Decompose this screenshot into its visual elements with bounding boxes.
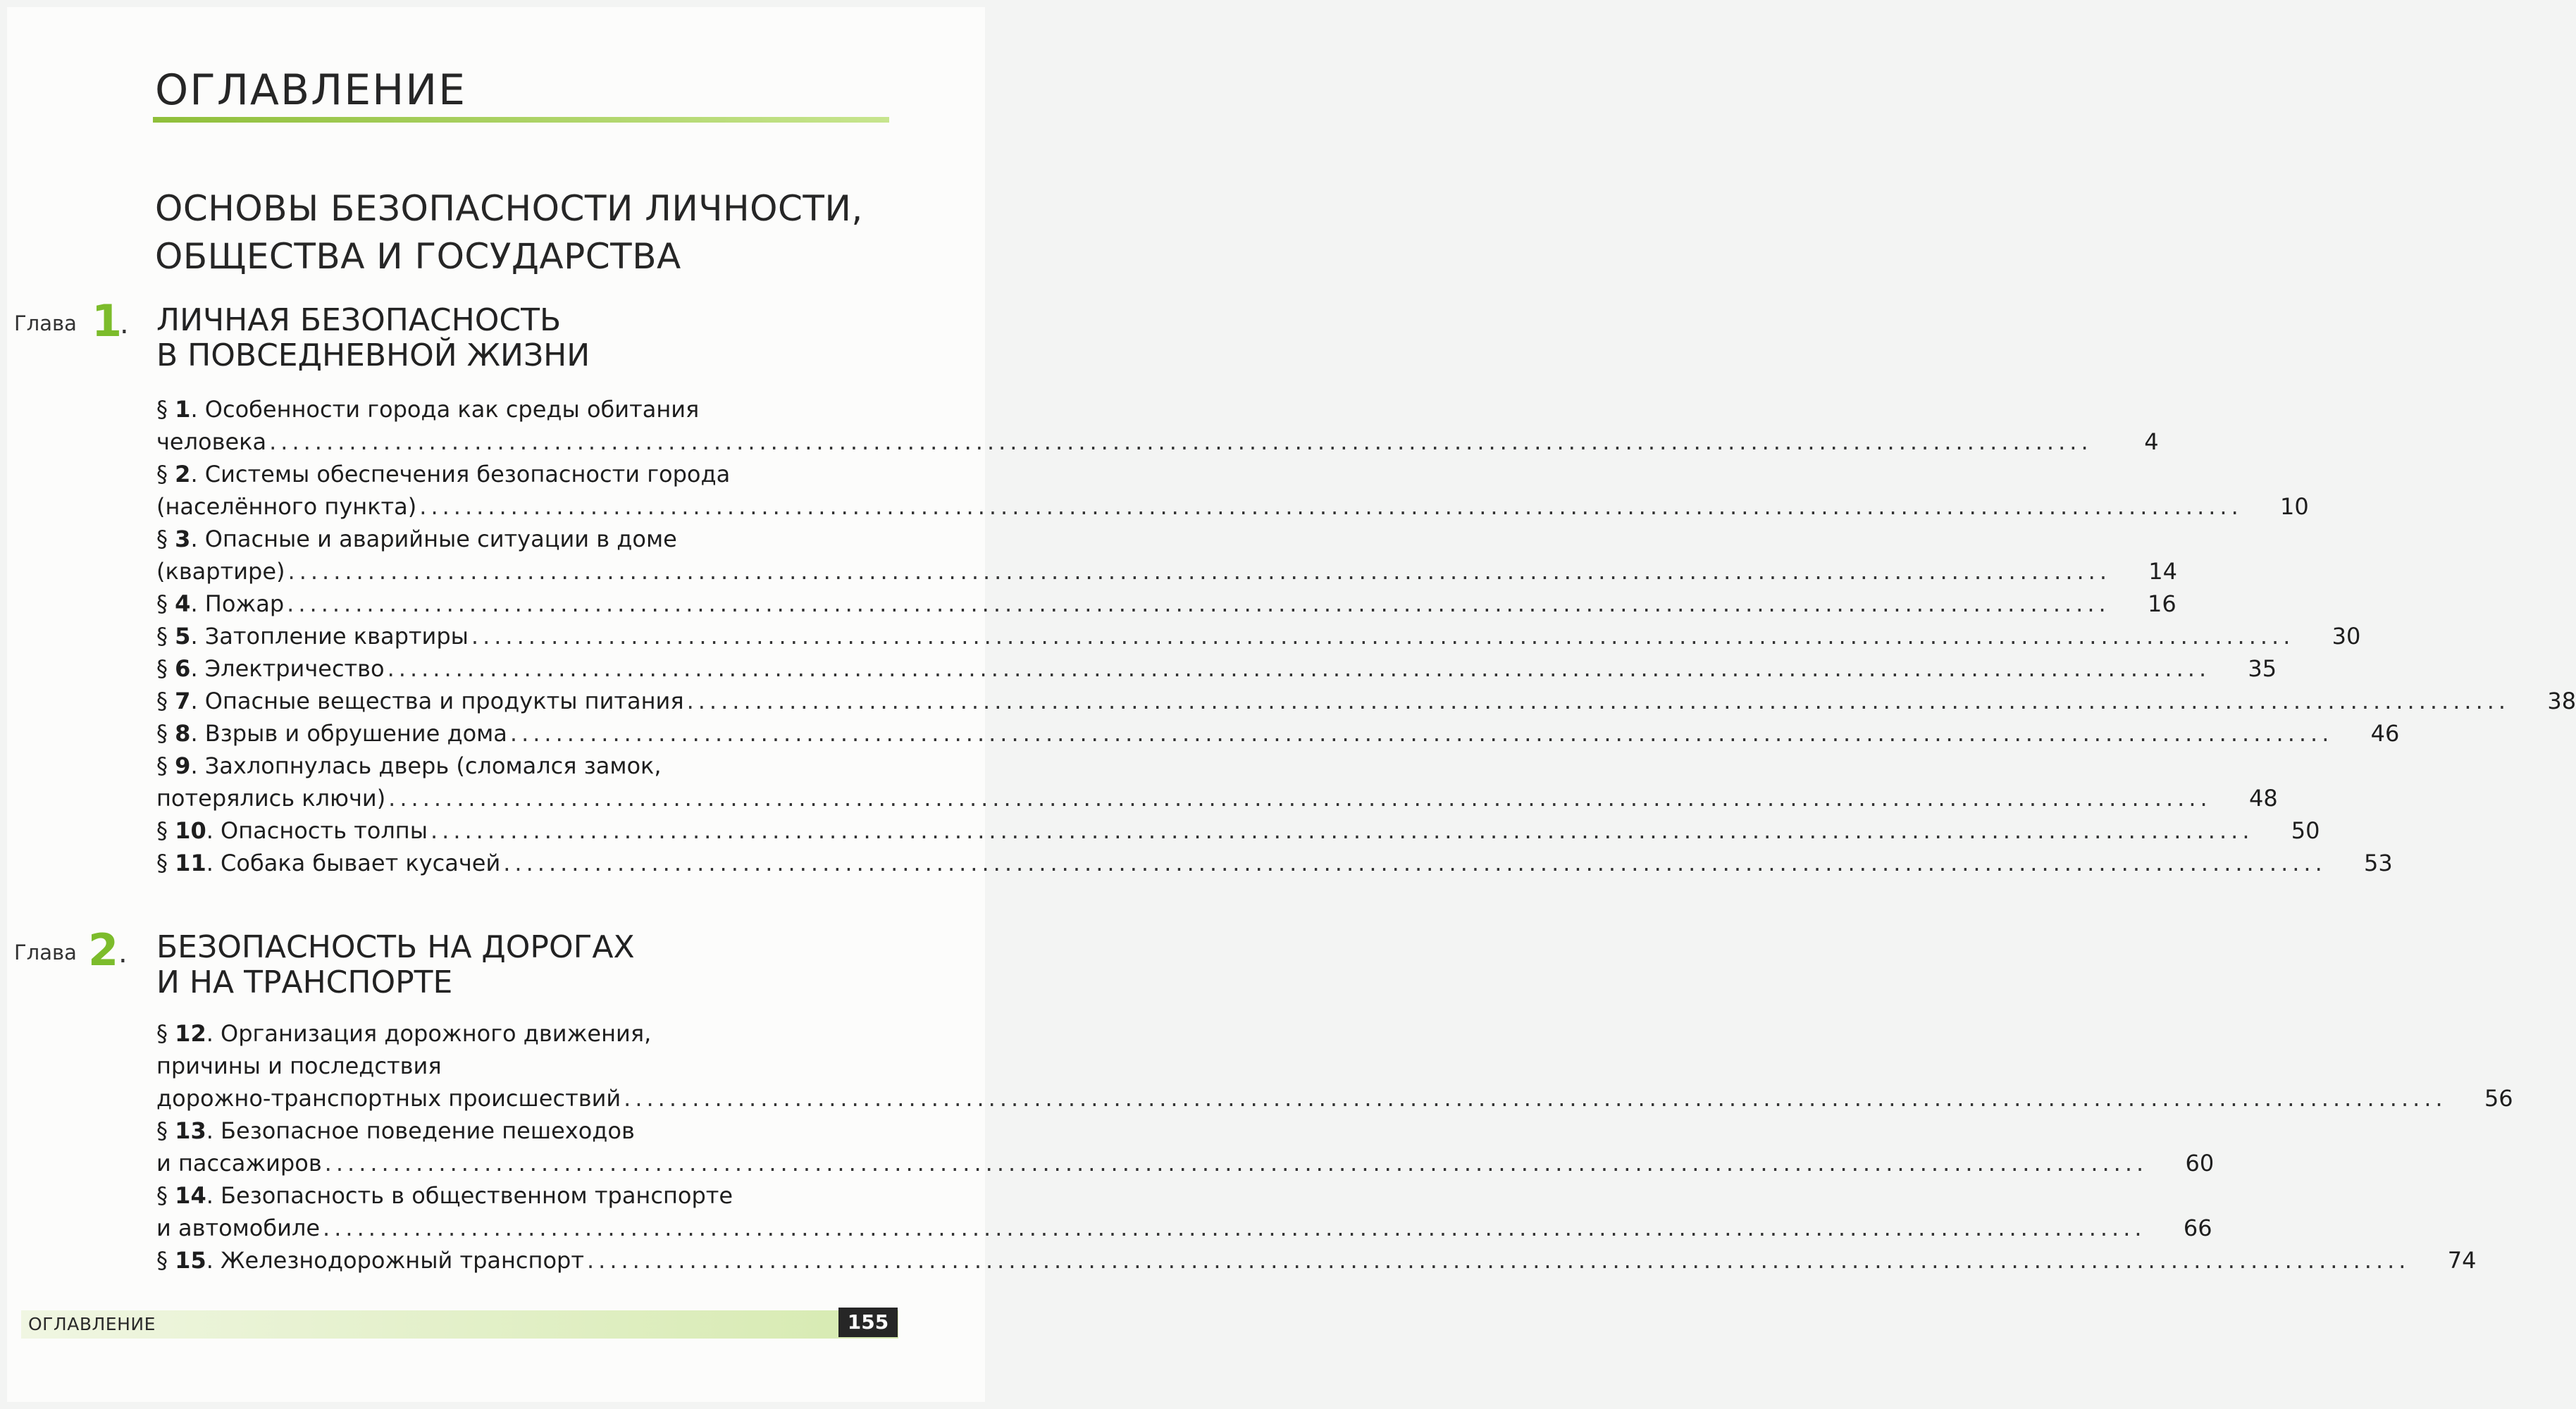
section-number: 10 bbox=[175, 817, 206, 844]
toc-page-number: 16 bbox=[2147, 590, 2176, 617]
section-number: 13 bbox=[175, 1117, 206, 1144]
toc-entry-line bbox=[156, 1050, 898, 1082]
section-number: 9 bbox=[175, 752, 191, 779]
section-symbol: § bbox=[156, 1182, 168, 1209]
toc-entry bbox=[156, 1017, 2513, 1115]
toc-entry bbox=[156, 620, 2361, 652]
toc-entry-title bbox=[156, 426, 266, 458]
toc-entry-title: § 5. Затопление квартиры bbox=[156, 623, 469, 650]
dot-leader: ................................................................................................................................................................ bbox=[388, 785, 2212, 812]
section-number: 11 bbox=[175, 850, 206, 876]
toc-entry-text: Железнодорожный транспорт bbox=[221, 1247, 584, 1274]
chapter-1-title-line-1: ЛИЧНАЯ БЕЗОПАСНОСТЬ bbox=[156, 302, 562, 338]
dot-leader: ................................................................................................................................................................ bbox=[430, 817, 2254, 844]
section-number: 12 bbox=[175, 1020, 206, 1047]
toc-entry-line: § 3. Опасные и аварийные ситуации в доме bbox=[156, 526, 677, 552]
toc-page-number: 30 bbox=[2332, 623, 2361, 650]
section-number: 4 bbox=[175, 590, 191, 617]
toc-entry-text: Опасные вещества и продукты питания bbox=[204, 688, 684, 714]
title-underline bbox=[153, 117, 889, 123]
toc-entry-text: Опасность толпы bbox=[221, 817, 428, 844]
section-title bbox=[155, 185, 863, 280]
toc-entry bbox=[156, 1244, 2477, 1277]
toc-entry-title: § 15. Железнодорожный транспорт bbox=[156, 1247, 584, 1274]
dot-leader: ................................................................................................................................................................ bbox=[471, 623, 2295, 650]
toc-entry-text: Захлопнулась дверь (сломался замок, bbox=[204, 752, 662, 779]
toc-entry-text: Безопасность в общественном транспорте bbox=[221, 1182, 733, 1209]
toc-entry-title bbox=[156, 490, 416, 523]
section-number: 6 bbox=[175, 655, 191, 682]
section-symbol: § bbox=[156, 461, 168, 488]
toc-entry-text: и автомобиле bbox=[156, 1215, 321, 1241]
toc-page-number: 35 bbox=[2248, 655, 2277, 682]
footer-label: ОГЛАВЛЕНИЕ bbox=[28, 1314, 156, 1334]
section-number: 15 bbox=[175, 1247, 206, 1274]
toc-entry-last-line bbox=[156, 490, 2309, 523]
toc-page-number: 60 bbox=[2185, 1150, 2215, 1177]
dot-leader: ................................................................................................................................................................ bbox=[686, 688, 2510, 714]
toc-entry-last-line bbox=[156, 814, 2320, 847]
chapter-1-toc bbox=[156, 393, 2576, 879]
toc-entry-line: § 14. Безопасность в общественном транспорте bbox=[156, 1182, 733, 1209]
section-symbol: § bbox=[156, 396, 168, 423]
toc-entry-text: (населённого пункта) bbox=[156, 493, 417, 520]
toc-entry-text: Системы обеспечения безопасности города bbox=[204, 461, 731, 488]
toc-entry-text: (квартире) bbox=[156, 558, 285, 585]
toc-entry-last-line bbox=[156, 685, 2576, 717]
toc-entry-title: § 4. Пожар bbox=[156, 590, 285, 617]
toc-entry bbox=[156, 1179, 2212, 1244]
toc-entry bbox=[156, 523, 2178, 588]
dot-leader: ................................................................................................................................................................ bbox=[323, 1215, 2146, 1241]
toc-entry-last-line bbox=[156, 782, 2278, 814]
toc-entry-line: § 13. Безопасное поведение пешеходов bbox=[156, 1117, 635, 1144]
toc-entry-line: § 2. Системы обеспечения безопасности города bbox=[156, 461, 731, 488]
toc-page-number: 66 bbox=[2183, 1215, 2212, 1241]
chapter-1-title-line-2: В ПОВСЕДНЕВНОЙ ЖИЗНИ bbox=[156, 337, 590, 373]
toc-page-number: 14 bbox=[2148, 558, 2178, 585]
dot-leader: ................................................................................................................................................................ bbox=[324, 1150, 2148, 1177]
toc-entry-title: § 7. Опасные вещества и продукты питания bbox=[156, 688, 684, 714]
section-symbol: § bbox=[156, 752, 168, 779]
toc-page-number: 48 bbox=[2248, 785, 2278, 812]
chapter-1-number: 1 bbox=[92, 295, 123, 347]
toc-entry-title bbox=[156, 1082, 621, 1115]
page-title: ОГЛАВЛЕНИЕ bbox=[155, 66, 467, 115]
toc-entry bbox=[156, 717, 2400, 750]
toc-page-number: 10 bbox=[2280, 493, 2309, 520]
toc-entry-last-line bbox=[156, 652, 2277, 685]
chapter-2-title-line-2: И НА ТРАНСПОРТЕ bbox=[156, 964, 453, 1000]
section-symbol: § bbox=[156, 590, 168, 617]
toc-page-number: 53 bbox=[2364, 850, 2393, 876]
toc-entry-title: § 10. Опасность толпы bbox=[156, 817, 428, 844]
toc-entry-line: § 12. Организация дорожного движения, bbox=[156, 1020, 652, 1047]
toc-entry-last-line bbox=[156, 717, 2400, 750]
section-number: 7 bbox=[175, 688, 191, 714]
toc-entry-title bbox=[156, 782, 385, 814]
section-number: 2 bbox=[175, 461, 191, 488]
page-number: 155 bbox=[838, 1308, 898, 1337]
toc-entry-last-line bbox=[156, 588, 2176, 620]
chapter-2-label: Глава bbox=[14, 941, 77, 964]
toc-entry-text: Особенности города как среды обитания bbox=[204, 396, 700, 423]
dot-leader: ................................................................................................................................................................ bbox=[503, 850, 2327, 876]
toc-entry-last-line bbox=[156, 426, 2159, 458]
chapter-2-toc bbox=[156, 1017, 2513, 1277]
chapter-2-title bbox=[156, 930, 635, 1000]
toc-entry-last-line bbox=[156, 847, 2393, 879]
chapter-2-dot: . bbox=[118, 937, 128, 969]
section-symbol: § bbox=[156, 1247, 168, 1274]
chapter-2-number: 2 bbox=[88, 924, 119, 976]
toc-entry bbox=[156, 750, 2278, 814]
chapter-1-dot: . bbox=[120, 308, 129, 340]
dot-leader: ................................................................................................................................................................ bbox=[387, 655, 2211, 682]
toc-page-number: 46 bbox=[2370, 720, 2400, 747]
toc-entry-title bbox=[156, 1147, 322, 1179]
toc-entry-text: Безопасное поведение пешеходов bbox=[221, 1117, 635, 1144]
toc-entry-text: человека bbox=[156, 428, 267, 455]
toc-entry bbox=[156, 1115, 2215, 1179]
dot-leader: ................................................................................................................................................................ bbox=[287, 590, 2110, 617]
toc-entry-last-line bbox=[156, 1244, 2477, 1277]
toc-page-number: 38 bbox=[2547, 688, 2576, 714]
toc-entry-text: причины и последствия bbox=[156, 1053, 442, 1079]
toc-entry-title bbox=[156, 1212, 320, 1244]
section-symbol: § bbox=[156, 688, 168, 714]
toc-entry-text: Электричество bbox=[204, 655, 385, 682]
section-number: 3 bbox=[175, 526, 191, 552]
dot-leader: ................................................................................................................................................................ bbox=[624, 1085, 2447, 1112]
section-number: 8 bbox=[175, 720, 191, 747]
section-number: 5 bbox=[175, 623, 191, 650]
section-number: 14 bbox=[175, 1182, 206, 1209]
toc-entry bbox=[156, 393, 2159, 458]
toc-entry-text: Опасные и аварийные ситуации в доме bbox=[204, 526, 677, 552]
toc-entry-last-line bbox=[156, 1212, 2212, 1244]
toc-entry-last-line bbox=[156, 620, 2361, 652]
toc-entry-text: Пожар bbox=[204, 590, 285, 617]
toc-entry-text: и пассажиров bbox=[156, 1150, 322, 1177]
section-title-line-1: ОСНОВЫ БЕЗОПАСНОСТИ ЛИЧНОСТИ, bbox=[155, 188, 863, 229]
toc-entry-last-line bbox=[156, 555, 2178, 588]
toc-entry bbox=[156, 847, 2393, 879]
section-symbol: § bbox=[156, 623, 168, 650]
toc-entry-line: § 1. Особенности города как среды обитания bbox=[156, 396, 700, 423]
toc-entry bbox=[156, 814, 2320, 847]
toc-entry bbox=[156, 685, 2576, 717]
toc-entry bbox=[156, 458, 2309, 523]
toc-entry-text: Собака бывает кусачей bbox=[221, 850, 501, 876]
dot-leader: ................................................................................................................................................................ bbox=[269, 428, 2093, 455]
toc-entry bbox=[156, 588, 2176, 620]
dot-leader: ................................................................................................................................................................ bbox=[419, 493, 2243, 520]
section-symbol: § bbox=[156, 1117, 168, 1144]
toc-entry-title: § 6. Электричество bbox=[156, 655, 385, 682]
toc-page-number: 74 bbox=[2447, 1247, 2477, 1274]
section-symbol: § bbox=[156, 1020, 168, 1047]
section-number: 1 bbox=[175, 396, 191, 423]
toc-page-number: 50 bbox=[2291, 817, 2320, 844]
toc-entry bbox=[156, 652, 2277, 685]
section-symbol: § bbox=[156, 817, 168, 844]
chapter-1-title bbox=[156, 303, 590, 373]
book-page bbox=[7, 7, 2576, 1402]
toc-entry-text: дорожно-транспортных происшествий bbox=[156, 1085, 621, 1112]
section-symbol: § bbox=[156, 526, 168, 552]
chapter-2-title-line-1: БЕЗОПАСНОСТЬ НА ДОРОГАХ bbox=[156, 929, 635, 965]
section-symbol: § bbox=[156, 720, 168, 747]
toc-page-number: 4 bbox=[2144, 428, 2159, 455]
chapter-1-label: Глава bbox=[14, 311, 77, 335]
section-title-line-2: ОБЩЕСТВА И ГОСУДАРСТВА bbox=[155, 236, 681, 277]
toc-entry-title: § 8. Взрыв и обрушение дома bbox=[156, 720, 507, 747]
toc-entry-text: Затопление квартиры bbox=[204, 623, 469, 650]
toc-entry-last-line bbox=[156, 1082, 2513, 1115]
dot-leader: ................................................................................................................................................................ bbox=[586, 1247, 2410, 1274]
dot-leader: ................................................................................................................................................................ bbox=[287, 558, 2112, 585]
toc-entry-last-line bbox=[156, 1147, 2215, 1179]
toc-entry-text: Взрыв и обрушение дома bbox=[204, 720, 507, 747]
dot-leader: ................................................................................................................................................................ bbox=[509, 720, 2334, 747]
section-symbol: § bbox=[156, 655, 168, 682]
toc-entry-title: § 11. Собака бывает кусачей bbox=[156, 850, 501, 876]
toc-entry-line: § 9. Захлопнулась дверь (сломался замок, bbox=[156, 752, 662, 779]
toc-entry-text: потерялись ключи) bbox=[156, 785, 386, 812]
toc-page-number: 56 bbox=[2484, 1085, 2513, 1112]
toc-entry-text: Организация дорожного движения, bbox=[221, 1020, 652, 1047]
section-symbol: § bbox=[156, 850, 168, 876]
toc-entry-title bbox=[156, 555, 285, 588]
